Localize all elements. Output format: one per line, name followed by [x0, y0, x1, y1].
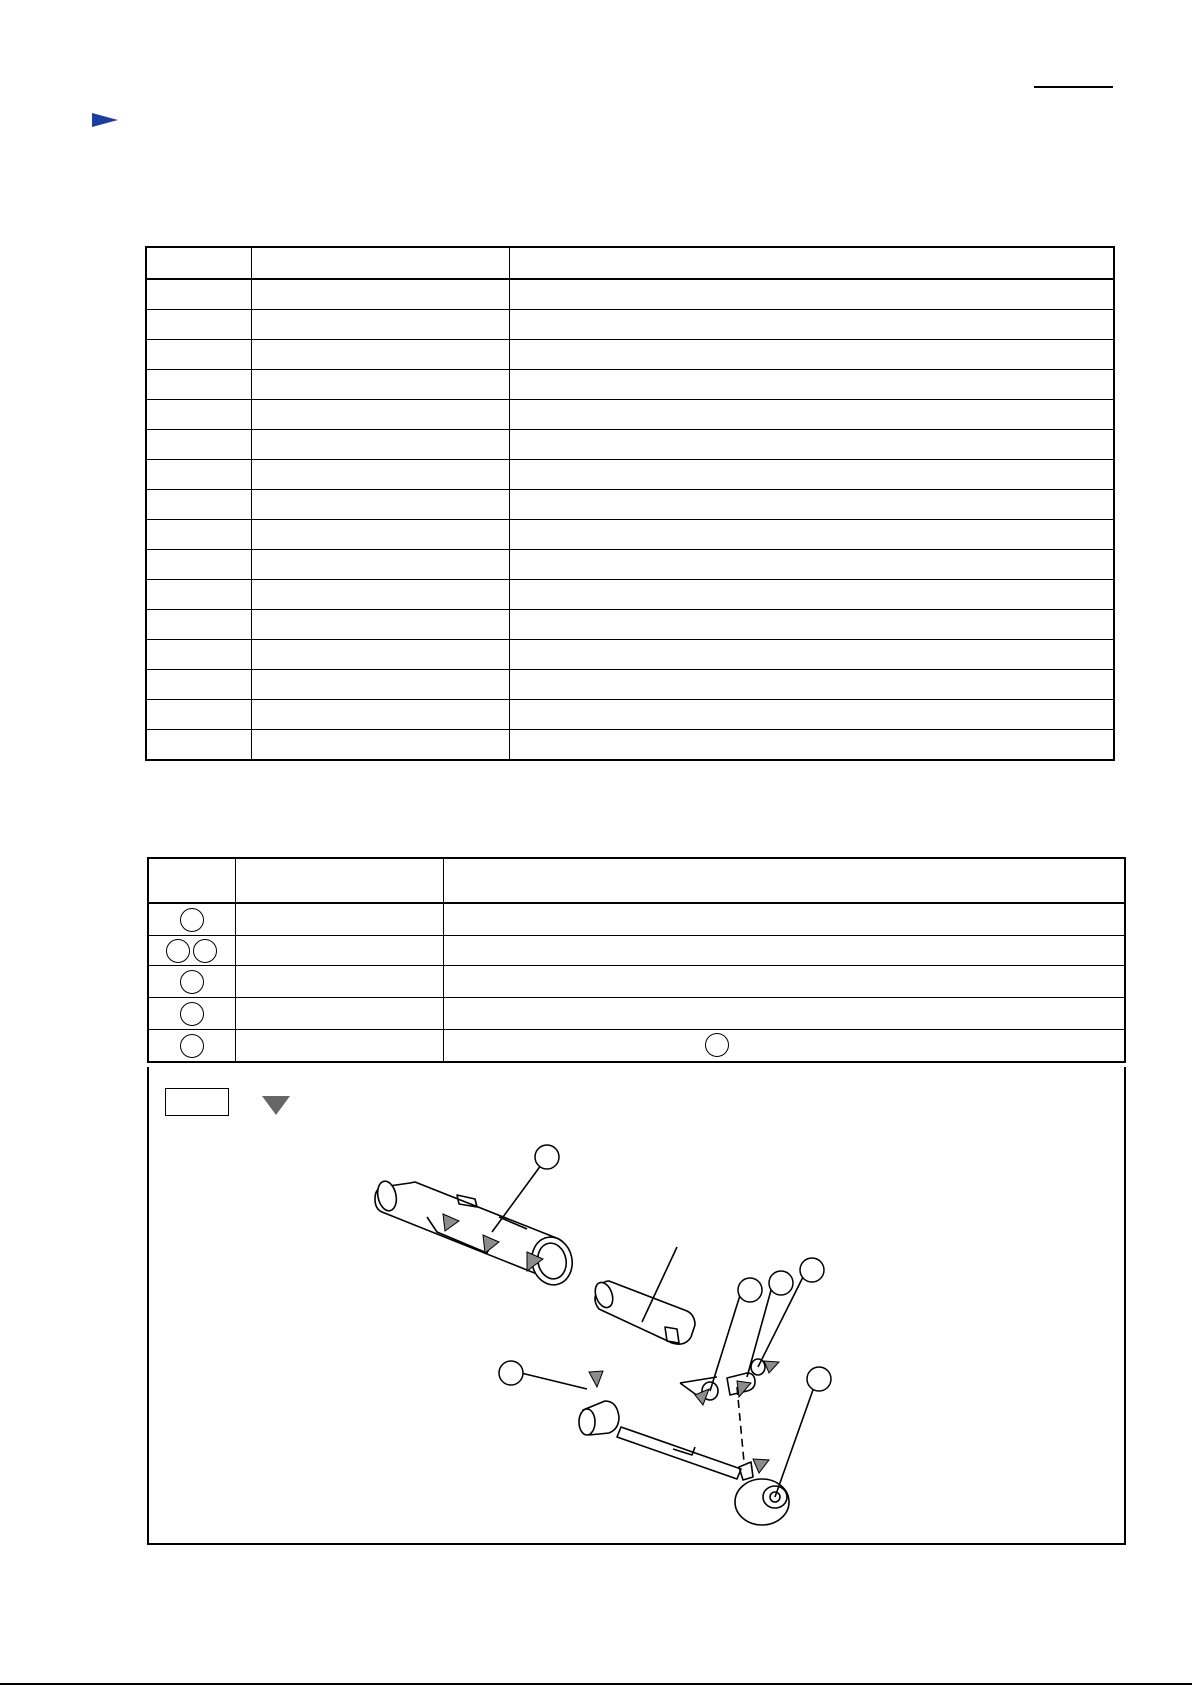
- table-row: [146, 640, 1114, 670]
- cylinder-part: [592, 1247, 695, 1344]
- parts-col-1: [146, 247, 251, 279]
- item-number-circle-icon: [180, 970, 204, 994]
- cell: [146, 430, 251, 460]
- cell: [251, 730, 509, 761]
- table-row: [148, 903, 1125, 936]
- cell: [509, 550, 1114, 580]
- cell: [146, 370, 251, 400]
- parts-col-3: [509, 247, 1114, 279]
- callout-circle-icon: [807, 1367, 831, 1391]
- table-row: [148, 936, 1125, 966]
- cell: [443, 903, 1125, 936]
- cell: [509, 580, 1114, 610]
- cell: [251, 340, 509, 370]
- table-row: [146, 610, 1114, 640]
- table-row: [146, 580, 1114, 610]
- parts-table-header: [146, 247, 1114, 279]
- callout-circle-icon: [738, 1278, 762, 1302]
- cell: [509, 340, 1114, 370]
- table-row: [146, 730, 1114, 761]
- table-row: [146, 400, 1114, 430]
- callout-circle-icon: [800, 1258, 824, 1282]
- cell: [146, 490, 251, 520]
- table-row: [148, 1030, 1125, 1063]
- cell: [509, 700, 1114, 730]
- lubrication-table-header: [148, 858, 1125, 903]
- tool-holder-part: [375, 1179, 577, 1288]
- flange-part: [735, 1387, 814, 1525]
- cell: [509, 430, 1114, 460]
- item-marker-cell: [148, 903, 235, 936]
- cell: [251, 520, 509, 550]
- lub-col-1: [148, 858, 235, 903]
- cell: [509, 460, 1114, 490]
- cell: [509, 490, 1114, 520]
- cell: [251, 430, 509, 460]
- cell: [509, 279, 1114, 310]
- cell: [509, 640, 1114, 670]
- cell: [146, 400, 251, 430]
- cell: [251, 490, 509, 520]
- cell: [509, 670, 1114, 700]
- parts-col-2: [251, 247, 509, 279]
- table-row: [146, 520, 1114, 550]
- table-row: [146, 460, 1114, 490]
- cell: [235, 966, 443, 998]
- table-row: [148, 998, 1125, 1030]
- cell: [251, 580, 509, 610]
- callout-circle-icon: [535, 1145, 559, 1169]
- page-number-underline: [1034, 86, 1113, 88]
- table-row: [148, 966, 1125, 998]
- cell: [443, 1030, 1125, 1063]
- table-row: [146, 670, 1114, 700]
- cell: [443, 936, 1125, 966]
- item-marker-cell: [148, 998, 235, 1030]
- cell: [251, 700, 509, 730]
- item-number-circle-icon: [180, 1034, 204, 1058]
- inline-item-number-circle-icon: [705, 1033, 729, 1057]
- cell: [443, 998, 1125, 1030]
- cell: [509, 310, 1114, 340]
- cell: [251, 370, 509, 400]
- table-row: [146, 550, 1114, 580]
- item-marker-cell: [148, 936, 235, 966]
- cell: [251, 670, 509, 700]
- cell: [235, 1030, 443, 1063]
- cell: [251, 279, 509, 310]
- table-row: [146, 279, 1114, 310]
- callout-circle-icon: [499, 1361, 523, 1385]
- cell: [509, 370, 1114, 400]
- cell: [509, 610, 1114, 640]
- cell: [146, 640, 251, 670]
- cell: [146, 610, 251, 640]
- cell: [146, 670, 251, 700]
- cell: [251, 460, 509, 490]
- cell: [235, 903, 443, 936]
- table-row: [146, 310, 1114, 340]
- lubrication-table: [147, 857, 1126, 1063]
- table-row: [146, 430, 1114, 460]
- callout-circle-icon: [769, 1271, 793, 1295]
- cell: [146, 340, 251, 370]
- item-number-circle-icon: [180, 1002, 204, 1026]
- exploded-view-illustration: [147, 1067, 1126, 1545]
- cell: [251, 610, 509, 640]
- cell: [146, 310, 251, 340]
- cell: [235, 998, 443, 1030]
- cell: [251, 550, 509, 580]
- cell: [443, 966, 1125, 998]
- table-row: [146, 490, 1114, 520]
- cell: [251, 640, 509, 670]
- cell: [146, 700, 251, 730]
- item-number-circle-icon: [180, 908, 204, 932]
- shaft-part: [617, 1427, 741, 1479]
- lub-col-3: [443, 858, 1125, 903]
- item-marker-cell: [148, 1030, 235, 1063]
- cell: [235, 936, 443, 966]
- parts-table: [145, 246, 1115, 761]
- section-arrow-icon: [92, 113, 118, 127]
- cell: [509, 520, 1114, 550]
- cell: [146, 550, 251, 580]
- item-number-circle-icon: [193, 939, 217, 963]
- cell: [146, 460, 251, 490]
- lub-col-2: [235, 858, 443, 903]
- cell: [146, 730, 251, 761]
- cell: [509, 400, 1114, 430]
- cell: [146, 520, 251, 550]
- cell: [146, 580, 251, 610]
- clutch-part: [517, 1372, 619, 1435]
- table-row: [146, 700, 1114, 730]
- table-row: [146, 370, 1114, 400]
- cell: [251, 400, 509, 430]
- cell: [146, 279, 251, 310]
- item-marker-cell: [148, 966, 235, 998]
- item-number-circle-icon: [166, 939, 190, 963]
- cell: [251, 310, 509, 340]
- cell: [509, 730, 1114, 761]
- table-row: [146, 340, 1114, 370]
